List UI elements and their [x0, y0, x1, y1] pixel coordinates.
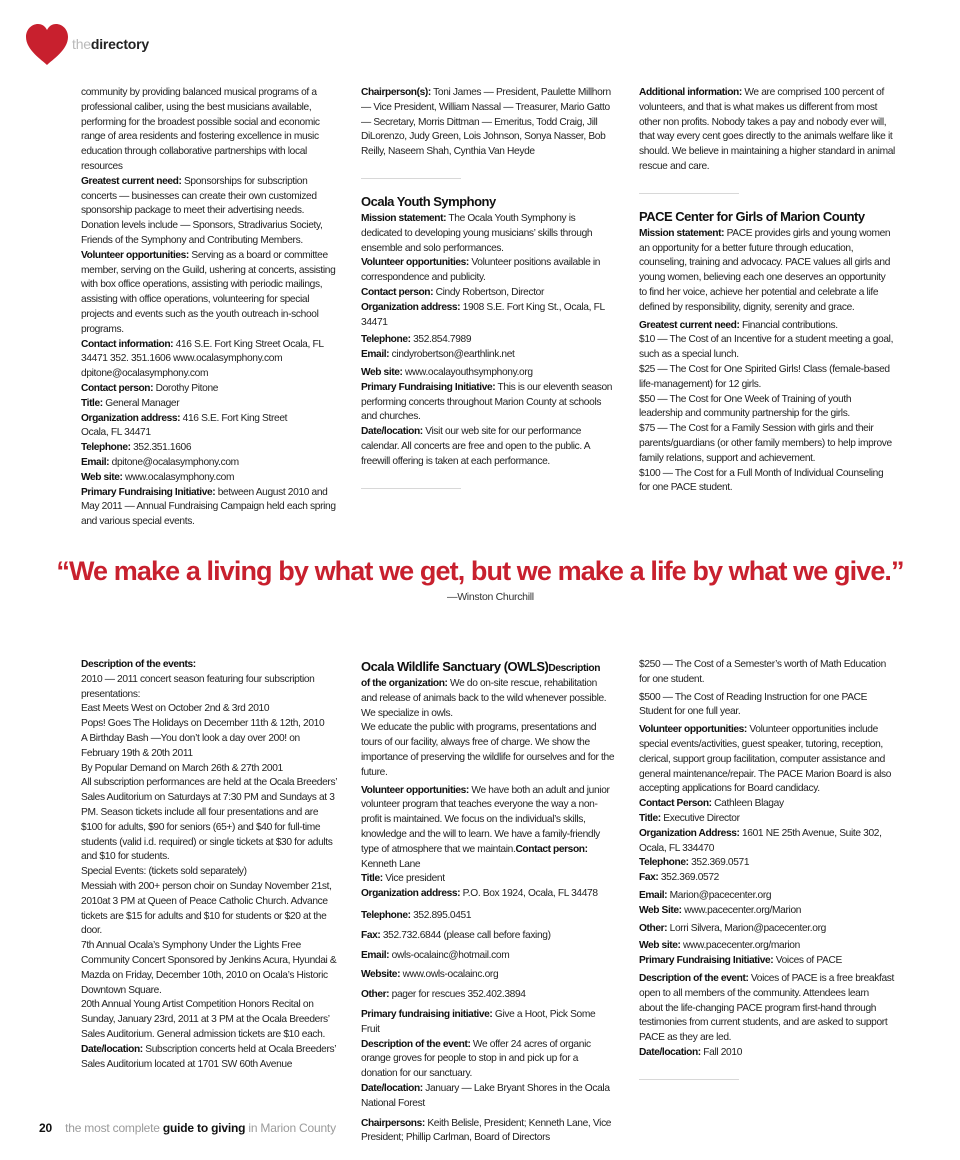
contact-person: Contact person: Dorothy Pitone [81, 382, 219, 394]
donation-level: $100 — The Cost for a Full Month of Individual Counseling for one PACE student. [639, 467, 884, 494]
divider [361, 488, 461, 489]
website: Web site: www.ocalayouthsymphony.org [361, 366, 533, 378]
quote-author: —Winston Churchill [447, 591, 534, 603]
telephone: Telephone: 352.895.0451 [361, 909, 472, 921]
website: Web Site: www.pacecenter.org/Marion [639, 904, 802, 916]
donation-level: $25 — The Cost for One Spirited Girls! Class (female-based life-management) for 12 girls. [639, 363, 890, 390]
page-number: 20 [39, 1121, 52, 1135]
primary-fundraising: Primary Fundraising Initiative: Voices of PACE [639, 955, 842, 967]
chairpersons: Chairpersons: Keith Belisle, President; Kenneth Lane, Vice President; Phillip Carlman, Board of Directors [361, 1117, 612, 1144]
organization-address: Organization address: P.O. Box 1924, Ocala, FL 34478 [361, 888, 598, 900]
section-title: thedirectory [72, 36, 149, 52]
additional-information: Additional information: We are comprised 100 percent of volunteers, and that is what makes us different from most other non profits. Nobody takes a pay and nobody ever will, that way every cent goes directly to the animals welfare like it should. We believe in maintaining a higher standard in animal rescue and care. [639, 87, 895, 172]
event-line: 7th Annual Ocala’s Symphony Under the Lights Free Community Concert Sponsored by Jenkins Acura, Hyundai & Mazda on Friday, December 10th, 2010 on Ocala’s Historic Downtown Square. [81, 940, 337, 996]
greatest-need: Greatest current need: Financial contributions. [639, 319, 838, 331]
divider [639, 193, 739, 194]
date-location: Date/location: Subscription concerts held at Ocala Breeders’ Sales Auditorium located at 1701 SW 60th Avenue [81, 1043, 336, 1070]
volunteer-opportunities: Volunteer opportunities: Serving as a board or committee member, serving on the Guild, ushering at concerts, assisting with box office operations, assisting with periodic mailings, assisting with office operations, volunteering for special projects and events such as the youth outreach in-school programs. [81, 249, 336, 335]
contact-person: Contact Person: Cathleen Blagay [639, 798, 784, 810]
column-1-bottom [81, 658, 339, 1072]
event-line: 20th Annual Young Artist Competition Honors Recital on Sunday, January 23rd, 2011 at 3 PM at the Ocala Breeders’ Sales Auditorium. General admission tickets are $10 each. [81, 999, 330, 1040]
column-1-top [81, 86, 339, 530]
website: Web site: www.ocalasymphony.com [81, 471, 235, 483]
website: Website: www.owls-ocalainc.org [361, 969, 499, 981]
donation-level: $75 — The Cost for a Family Session with girls and their parents/guardians (or other family members) to help improve family relations, support and achievement. [639, 423, 892, 464]
page-footer: 20 the most complete guide to giving in Marion County [39, 1121, 336, 1135]
donation-level: $50 — The Cost for One Week of Training of youth leadership and community partnership for the girls. [639, 393, 852, 420]
contact-title: Title: Vice president [361, 873, 445, 885]
event-line: All subscription performances are held at the Ocala Breeders’ Sales Auditorium on Saturdays at 7:30 PM and Sundays at 3 PM. Season tickets include all four presentations and are $100 for adults, $90 for seniors (65+) and $40 for full-time students (valid i.d. required) or single tickets at $30 for adults and $10 for students. [81, 777, 337, 863]
event-description: Description of the event: Voices of PACE is a free breakfast open to all members of the community. Attendees learn about the life-changing PACE program first-hand through testimonies from current students, and are asked to support PACE as they are led. [639, 972, 894, 1044]
telephone: Telephone: 352.854.7989 [361, 334, 472, 346]
event-line: East Meets West on October 2nd & 3rd 2010 [81, 703, 270, 715]
date-location: Date/location: January — Lake Bryant Shores in the Ocala National Forest [361, 1082, 610, 1109]
donation-level: $500 — The Cost of Reading Instruction for one PACE Student for one full year. [639, 691, 868, 718]
email: Email: owls-ocalainc@hotmail.com [361, 949, 510, 961]
other: Other: pager for rescues 352.402.3894 [361, 989, 526, 1001]
donation-level: $250 — The Cost of a Semester’s worth of Math Education for one student. [639, 659, 886, 685]
donation-level: $10 — The Cost of an Incentive for a student meeting a goal, such as a special lunch. [639, 334, 894, 361]
contact-person: Contact person: Cindy Robertson, Director [361, 286, 545, 298]
mission-statement: Mission statement: PACE provides girls and young women an opportunity for a better future through education, counseling, training and advocacy. PACE values all girls and young women, believing each one deserves an opportunity to find her voice, achieve her potential and celebrate a life defined by responsibility, dignity, serenity and grace. [639, 227, 891, 313]
org-heading-owls: Ocala Wildlife Sanctuary (OWLS)Description [361, 659, 601, 674]
fax: Fax: 352.732.6844 (please call before faxing) [361, 929, 551, 941]
contact-title: Title: Executive Director [639, 812, 740, 824]
event-line: Pops! Goes The Holidays on December 11th & 12th, 2010 [81, 718, 325, 730]
event-line: 2010 — 2011 concert season featuring four subscription presentations: [81, 673, 315, 700]
volunteer-opportunities: Volunteer opportunities: Volunteer opportunities include special events/activities, guest speaker, tutoring, reception, clerical, support group facilitation, computer assistance and general maintenance/repair. The PACE Marion Board is also accepting applications for Board candidacy. [639, 724, 892, 795]
volunteer-opportunities: Volunteer opportunities: Volunteer positions available in correspondence and publicity. [361, 257, 601, 284]
primary-fundraising: Primary Fundraising Initiative: between August 2010 and May 2011 — Annual Fundraising Campaign held each spring and various special events. [81, 486, 336, 528]
telephone: Telephone: 352.369.0571 [639, 857, 750, 869]
primary-fundraising: Primary Fundraising Initiative: This is our eleventh season performing concerts throughout Marion County at schools and churches. [361, 381, 613, 423]
organization-address: Organization address: 416 S.E. Fort King Street Ocala, FL 34471 [81, 412, 288, 439]
column-3-bottom [639, 658, 895, 1094]
date-location: Date/location: Fall 2010 [639, 1046, 743, 1058]
org-intro: community by providing balanced musical programs of a professional caliber, using the best musicians available, performing for the broadest possible social and economic range of area residents and fostering excellence in music education through collaborative partnerships with local resources [81, 87, 320, 172]
primary-fundraising: Primary fundraising initiative: Give a Hoot, Pick Some Fruit [361, 1008, 596, 1035]
mission-statement: Mission statement: The Ocala Youth Symphony is dedicated to developing young musicians’ skills through ensemble and solo performances. [361, 212, 593, 254]
event-line: A Birthday Bash —You don’t look a day over 200! on February 19th & 20th 2011 [81, 732, 300, 759]
pull-quote: “We make a living by what we get, but we make a life by what we give.” [56, 556, 904, 586]
event-line: Special Events: (tickets sold separately) [81, 866, 247, 878]
heart-icon [24, 23, 70, 67]
column-3-top [639, 86, 895, 496]
event-line: By Popular Demand on March 26th & 27th 2001 [81, 762, 283, 774]
column-2-bottom [361, 658, 615, 1146]
organization-description: of the organization: We do on-site rescue, rehabilitation and release of animals back to the wild whenever possible. We specialize in owls. [361, 678, 607, 719]
volunteer-opportunities: Volunteer opportunities: We have both an adult and junior volunteer program that teaches everyone the way a non-profit is maintained. We focus on the individual’s skills, knowledge and the will to learn. We have a family-friendly type of atmosphere that we maintain.Contact person: Kenneth Lane [361, 784, 610, 870]
column-2-top [361, 86, 615, 503]
greatest-need: Greatest current need: Sponsorships for subscription concerts — businesses can create their own customized sponsorship package to meet their advertising needs. Donation levels include — Sponsors, Stradivarius Society, Friends of the Symphony and Contributing Members. [81, 175, 323, 246]
event-line: Messiah with 200+ person choir on Sunday November 21st, 2010at 3 PM at Queen of Peace Catholic Church. Advance tickets are $15 for adults and $10 for students or $20 at the door. [81, 880, 332, 937]
contact-information: Contact information: 416 S.E. Fort King Street Ocala, FL 34471 352. 351.1606 www.ocalasymphony.com dpitone@ocalasymphony.com [81, 338, 324, 380]
fax: Fax: 352.369.0572 [639, 872, 719, 884]
website-2: Web site: www.pacecenter.org/marion [639, 940, 800, 952]
org-heading-pace-center: PACE Center for Girls of Marion County [639, 208, 865, 224]
email: Email: dpitone@ocalasymphony.com [81, 456, 239, 468]
other: Other: Lorri Silvera, Marion@pacecenter.org [639, 922, 826, 934]
org-heading-ocala-youth-symphony: Ocala Youth Symphony [361, 193, 496, 209]
event-description: Description of the event: We offer 24 acres of organic orange groves for people to stop in and pick up for a donation for our sanctuary. [361, 1038, 591, 1080]
organization-address: Organization address: 1908 S.E. Fort King St., Ocala, FL 34471 [361, 301, 605, 328]
organization-address: Organization Address: 1601 NE 25th Avenue, Suite 302, Ocala, FL 334470 [639, 827, 882, 854]
events-description-label: Description of the events: [81, 659, 196, 670]
contact-title: Title: General Manager [81, 397, 180, 409]
telephone: Telephone: 352.351.1606 [81, 442, 192, 454]
date-location: Date/location: Visit our web site for our performance calendar. All concerts are free and open to the public. A freewill offering is taken at each performance. [361, 426, 590, 467]
divider [639, 1079, 739, 1080]
organization-description-2: We educate the public with programs, presentations and tours of our facility, always free of charge. We show the importance of preserving the wildlife for ourselves and for the future. [361, 722, 615, 778]
email: Email: Marion@pacecenter.org [639, 889, 772, 901]
divider [361, 178, 461, 179]
chairpersons: Chairperson(s): Toni James — President, Paulette Millhorn — Vice President, William Nassal — Treasurer, Mario Gatto — Secretary, Morris Dittman — Emeritus, Todd Craig, Jill DiLorenzo, Judy Green, Lois Johnson, Sonya Nasser, Bob Reilly, Naseem Shah, Cynthia Van Heyde [361, 87, 611, 158]
email: Email: cindyrobertson@earthlink.net [361, 349, 515, 361]
section-header [24, 22, 149, 68]
